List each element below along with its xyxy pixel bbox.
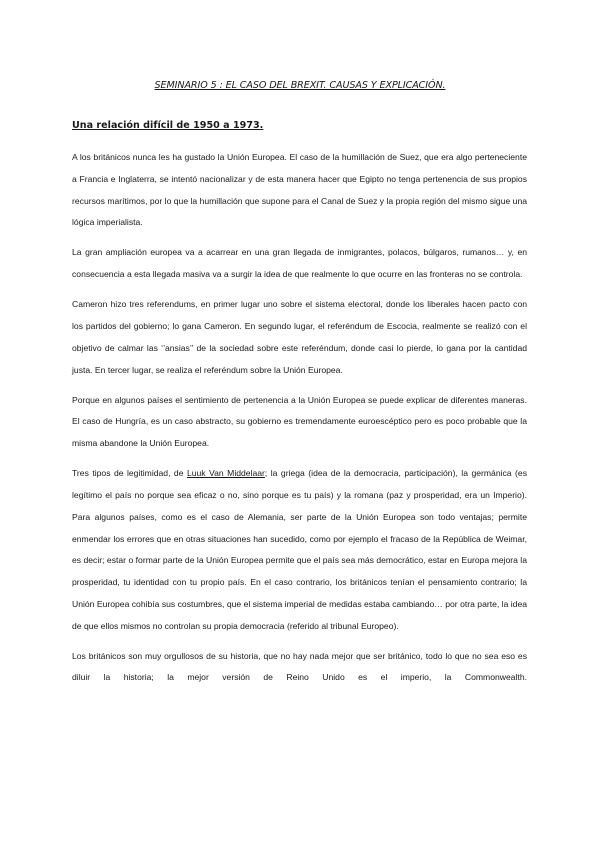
section-subtitle: Una relación difícil de 1950 a 1973.: [72, 120, 264, 131]
paragraph-suez: A los británicos nunca les ha gustado la Unión Europea. El caso de la humillación de Suez, que era algo perteneciente a Francia e Inglaterra, se intentó nacionalizar y de esta manera hacer que Egipto no tenga pertenencia de sus propios recursos marítimos, por lo que la humillación que supone para el Canal de Suez y la propia región del mismo sigue una lógica imperialista.: [72, 152, 527, 228]
paragraph-pertenencia: Porque en algunos países el sentimiento de pertenencia a la Unión Europea se puede explicar de diferentes maneras. El caso de Hungría, es un caso abstracto, su gobierno es tremendamente euroescéptico pero es poco probable que la misma abandone la Unión Europea.: [72, 394, 527, 449]
legitimidad-text-after: ; la griega (idea de la democracia, participación), la germánica (es legítimo el país no porque sea eficaz o no, sino porque es tu país) y la romana (paz y prosperidad, era un Imperio). Para algunos países, como es el caso de Alemania, ser parte de la Unión Europea son todo ventajas; permite enmendar los errores que en otras situaciones han sucedido, como por ejemplo el fracaso de la República de Weimar, es decir; estar o formar parte de la Unión Europea permite que el país sea más democrático, estar en Europa mejora la prosperidad, tu identidad con tu propio país. En el caso contrario, los británicos tenían el pensamiento contrario; la Unión Europea cohibía sus costumbres, que el sistema imperial de medidas estaba cambiando… por otra parte, la idea de que ellos mismos no controlan su propia democracia (referido al tribunal Europeo).: [72, 468, 527, 631]
document-title: SEMINARIO 5 : EL CASO DEL BREXIT. CAUSAS Y EXPLICACIÓN.: [154, 80, 446, 91]
legitimidad-text-before: Tres tipos de legitimidad, de: [72, 468, 187, 479]
paragraph-referendums: Cameron hizo tres referendums, en primer lugar uno sobre el sistema electoral, donde los liberales hacen pacto con los partidos del gobierno; lo gana Cameron. En segundo lugar, el referéndum de Escocia, realmente se realizó con el objetivo de calmar las ‘’ansias’’ de la sociedad sobre este referéndum, donde casi lo pierde, lo gana por la cantidad justa. En tercer lugar, se realiza el referéndum sobre la Unión Europea.: [72, 299, 527, 375]
paragraph-legitimidad: [72, 463, 527, 637]
document-body: [72, 147, 527, 697]
paragraph-ampliacion: La gran ampliación europea va a acarrear en una gran llegada de inmigrantes, polacos, búlgaros, rumanos… y, en consecuencia a esta llegada masiva va a surgir la idea de que realmente lo que ocurre en las fronteras no se controla.: [72, 247, 527, 280]
paragraph-orgullo: Los británicos son muy orgullosos de su historia, que no hay nada mejor que ser británico, todo lo que no sea eso es diluir la historia; la mejor versión de Reino Unido es el imperio, la Commonwealth.: [72, 650, 527, 683]
author-name: Luuk Van Middelaar: [186, 468, 265, 479]
